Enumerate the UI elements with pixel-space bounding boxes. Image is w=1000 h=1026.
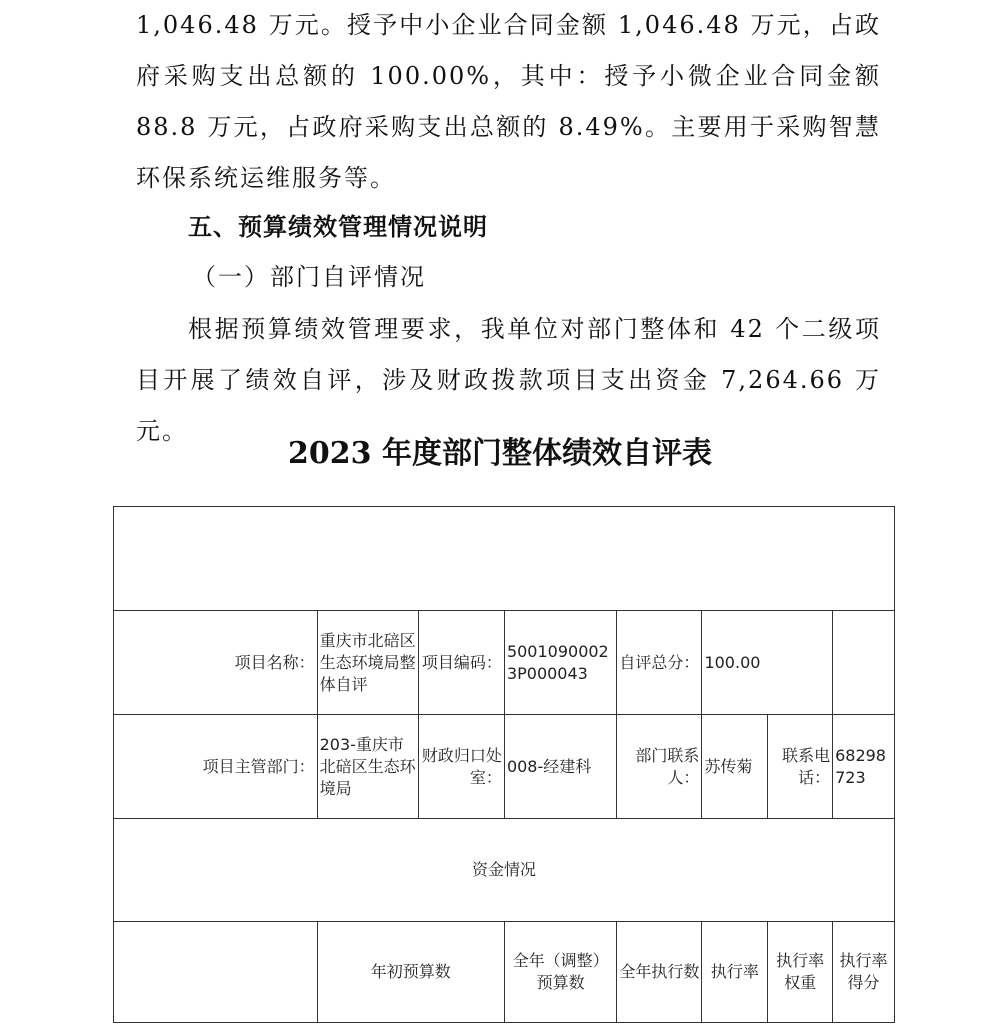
self-evaluation-paragraph: 根据预算绩效管理要求，我单位对部门整体和 42 个二级项目开展了绩效自评，涉及财政拨款项目支出资金 7,264.66 万元。 xyxy=(136,315,881,445)
table-row xyxy=(114,715,895,819)
table-row xyxy=(114,611,895,715)
col-executed: 全年执行数 xyxy=(617,922,702,1023)
col-initial-budget: 年初预算数 xyxy=(317,922,504,1023)
project-name-label: 项目名称： xyxy=(114,611,318,715)
evaluation-table xyxy=(113,506,895,1023)
office-label: 财政归口处室： xyxy=(418,715,504,819)
contact-label: 部门联系人： xyxy=(617,715,702,819)
table-row xyxy=(114,819,895,922)
col-adjusted-budget: 全年（调整）预算数 xyxy=(504,922,616,1023)
col-execution-rate: 执行率 xyxy=(702,922,768,1023)
project-code-value: 50010900023P000043 xyxy=(504,611,616,715)
phone-label: 联系电话： xyxy=(768,715,833,819)
score-label: 自评总分： xyxy=(617,611,702,715)
contact-value: 苏传菊 xyxy=(702,715,768,819)
phone-value: 68298723 xyxy=(833,715,895,819)
subsection-heading: （一）部门自评情况 xyxy=(192,263,426,291)
project-name-value: 重庆市北碚区生态环境局整体自评 xyxy=(317,611,418,715)
table-row xyxy=(114,922,895,1023)
dept-value: 203-重庆市北碚区生态环境局 xyxy=(317,715,418,819)
funds-blank-cell xyxy=(114,922,318,1023)
intro-paragraph: 1,046.48 万元。授予中小企业合同金额 1,046.48 万元，占政府采购支出总额的 100.00%，其中：授予小微企业合同金额 88.8 万元，占政府采购支出总额的 8.49%。主要用于采购智慧环保系统运维服务等。 xyxy=(136,11,881,192)
score-value: 100.00 xyxy=(702,611,833,715)
table-title: 2023 年度部门整体绩效自评表 xyxy=(288,436,712,471)
col-rate-weight: 执行率权重 xyxy=(768,922,833,1023)
table-header-blank-row xyxy=(114,507,895,611)
project-code-label: 项目编码： xyxy=(418,611,504,715)
office-value: 008-经建科 xyxy=(504,715,616,819)
col-rate-score: 执行率得分 xyxy=(833,922,895,1023)
dept-label: 项目主管部门： xyxy=(114,715,318,819)
section-funds: 资金情况 xyxy=(114,819,895,922)
section-heading: 五、预算绩效管理情况说明 xyxy=(188,213,488,241)
